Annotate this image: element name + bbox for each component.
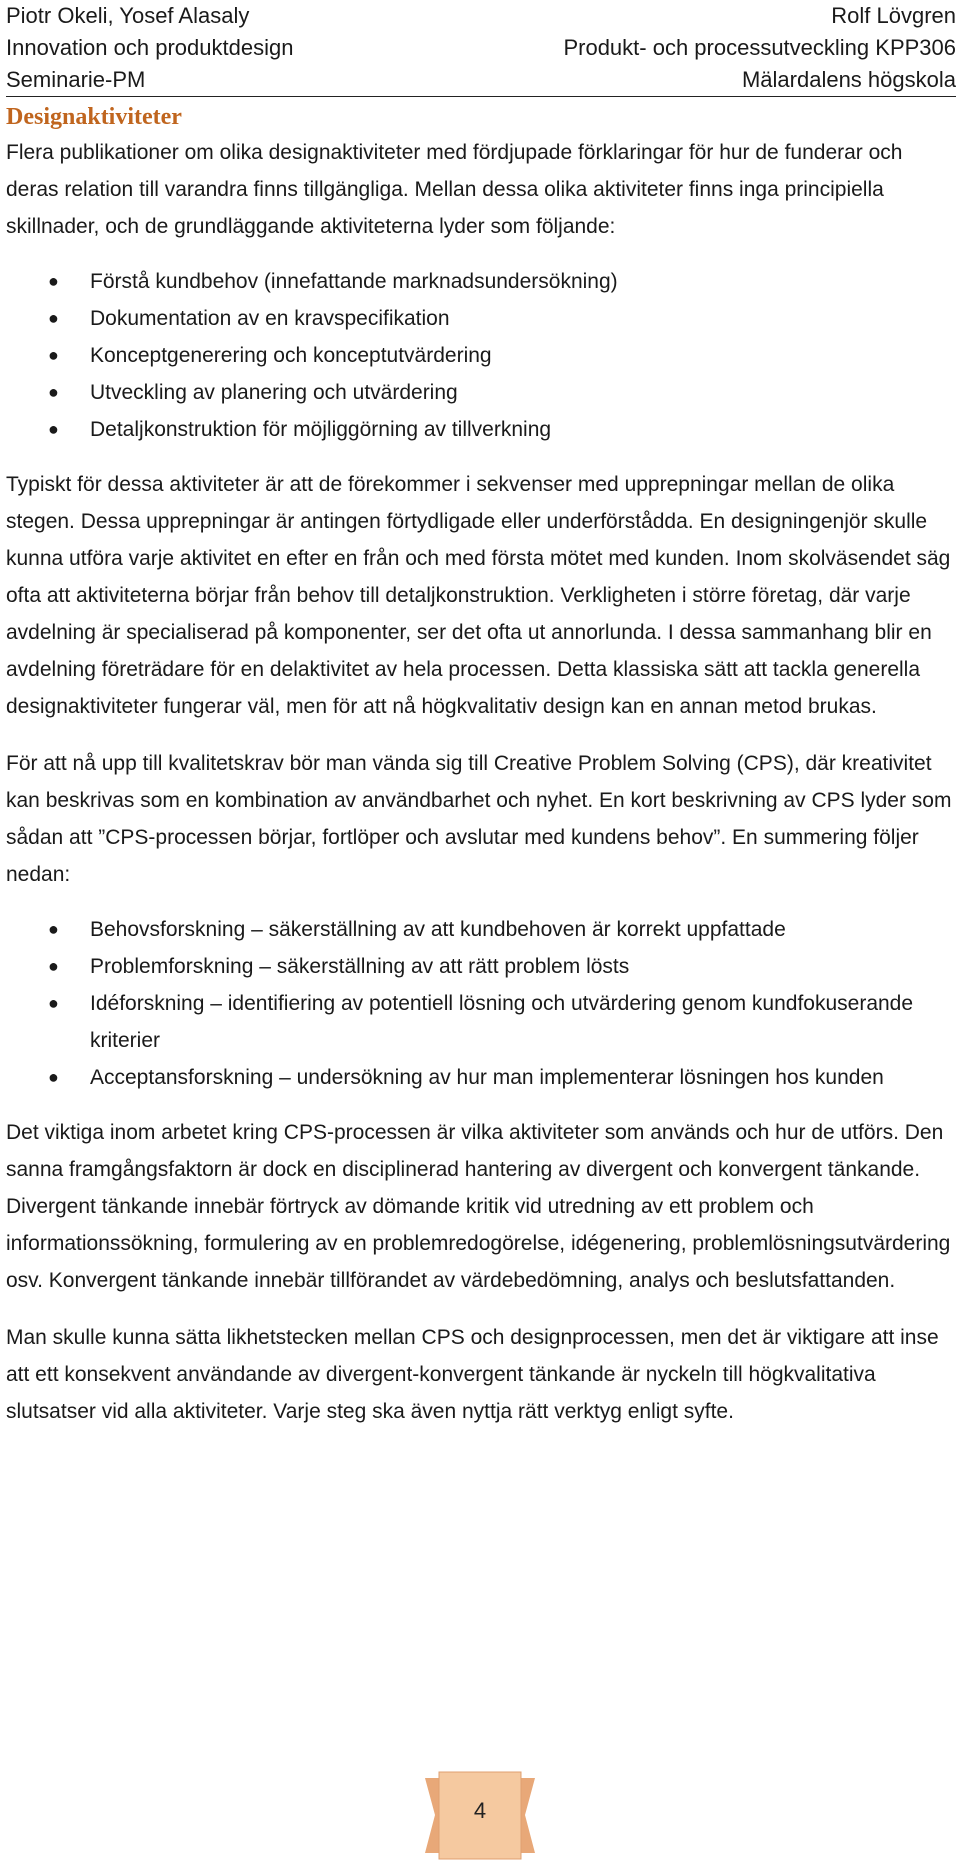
bullet-icon: ● [48,956,59,976]
bullet-icon: ● [48,419,59,439]
bullet-icon: ● [48,382,59,402]
list-item: ● Behovsforskning – säkerställning av att kundbehoven är korrekt uppfattade [90,911,956,948]
page-number: 4 [473,1798,487,1823]
list-item: ● Konceptgenerering och konceptutvärdering [90,337,956,374]
body-paragraph: Typiskt för dessa aktiviteter är att de förekommer i sekvenser med upprepningar mellan de olika stegen. Dessa upprepningar är antingen förtydligade eller underförstådda. En designingenjör skulle kunna utföra varje aktivitet en efter en från och med första mötet med kunden. Inom skolväsendet säg ofta att aktiviteterna börjar från behov till detaljkonstruktion. Verkligheten i större företag, där varje avdelning är specialiserad på komponenter, ser det ofta ut annorlunda. I dessa sammanhang blir en avdelning företrädare för en delaktivitet av hela processen. Detta klassiska sätt att tackla generella designaktiviteter fungerar väl, men för att nå högkvalitativ design kan en annan metod brukas. [6,473,951,718]
list-item: ● Idéforskning – identifiering av potentiell lösning och utvärdering genom kundfokuserande kriterier [90,985,956,1059]
list-item: ● Förstå kundbehov (innefattande marknadsundersökning) [90,263,956,300]
list-item: ● Acceptansforskning – undersökning av hur man implementerar lösningen hos kunden [90,1059,956,1096]
bullet-icon: ● [48,345,59,365]
list-item: ● Utveckling av planering och utvärdering [90,374,956,411]
header-doc-type: Seminarie-PM [6,67,146,92]
section-title: Designaktiviteter [6,104,182,130]
header-course: Innovation och produktdesign [6,35,294,60]
bullet-icon: ● [48,919,59,939]
header-left [6,0,293,96]
header-authors: Piotr Okeli, Yosef Alasaly [6,3,250,28]
body-paragraph: Det viktiga inom arbetet kring CPS-processen är vilka aktiviteter som används och hur de utförs. Den sanna framgångsfaktorn är dock en disciplinerad hantering av divergent och konvergent tänkande. Divergent tänkande innebär förtryck av dömande kritik vid utredning av ett problem och informationssökning, formulering av en problemredogörelse, idégenering, problemlösningsutvärdering osv. Konvergent tänkande innebär tillförandet av värdebedömning, analys och beslutsfattanden. [6,1121,951,1292]
page-number-ribbon [425,1770,535,1861]
intro-paragraph: Flera publikationer om olika designaktiviteter med fördjupade förklaringar för hur de funderar och deras relation till varandra finns tillgängliga. Mellan dessa olika aktiviteter finns inga principiella skillnader, och de grundläggande aktiviteterna lyder som följande: [6,141,903,238]
bullet-icon: ● [48,308,59,328]
bullet-icon: ● [48,1067,59,1087]
header-university: Mälardalens högskola [741,67,956,92]
header-course-code: Produkt- och processutveckling KPP306 [563,35,956,60]
header-supervisor: Rolf Lövgren [831,3,956,28]
page-footer [0,1770,960,1861]
bullet-icon: ● [48,993,59,1013]
document-page [6,0,956,1430]
body-paragraph: Man skulle kunna sätta likhetstecken mellan CPS och designprocessen, men det är viktigare att inse att ett konsekvent användande av divergent-konvergent tänkande är nyckeln till högkvalitativa slutsatser vid alla aktiviteter. Varje steg ska även nyttja rätt verktyg enligt syfte. [6,1326,939,1423]
body-paragraph: För att nå upp till kvalitetskrav bör man vända sig till Creative Problem Solving (CPS), där kreativitet kan beskrivas som en kombination av användbarhet och nyhet. En kort beskrivning av CPS lyder som sådan att ”CPS-processen börjar, fortlöper och avslutar med kundens behov”. En summering följer nedan: [6,752,952,886]
list-item: ● Problemforskning – säkerställning av att rätt problem lösts [90,948,956,985]
bullet-icon: ● [48,271,59,291]
cps-summary-list [6,911,956,1096]
header-right [563,0,956,96]
list-item: ● Dokumentation av en kravspecifikation [90,300,956,337]
list-item: ● Detaljkonstruktion för möjliggörning av tillverkning [90,411,956,448]
activities-list [6,263,956,448]
page-header [6,0,956,97]
